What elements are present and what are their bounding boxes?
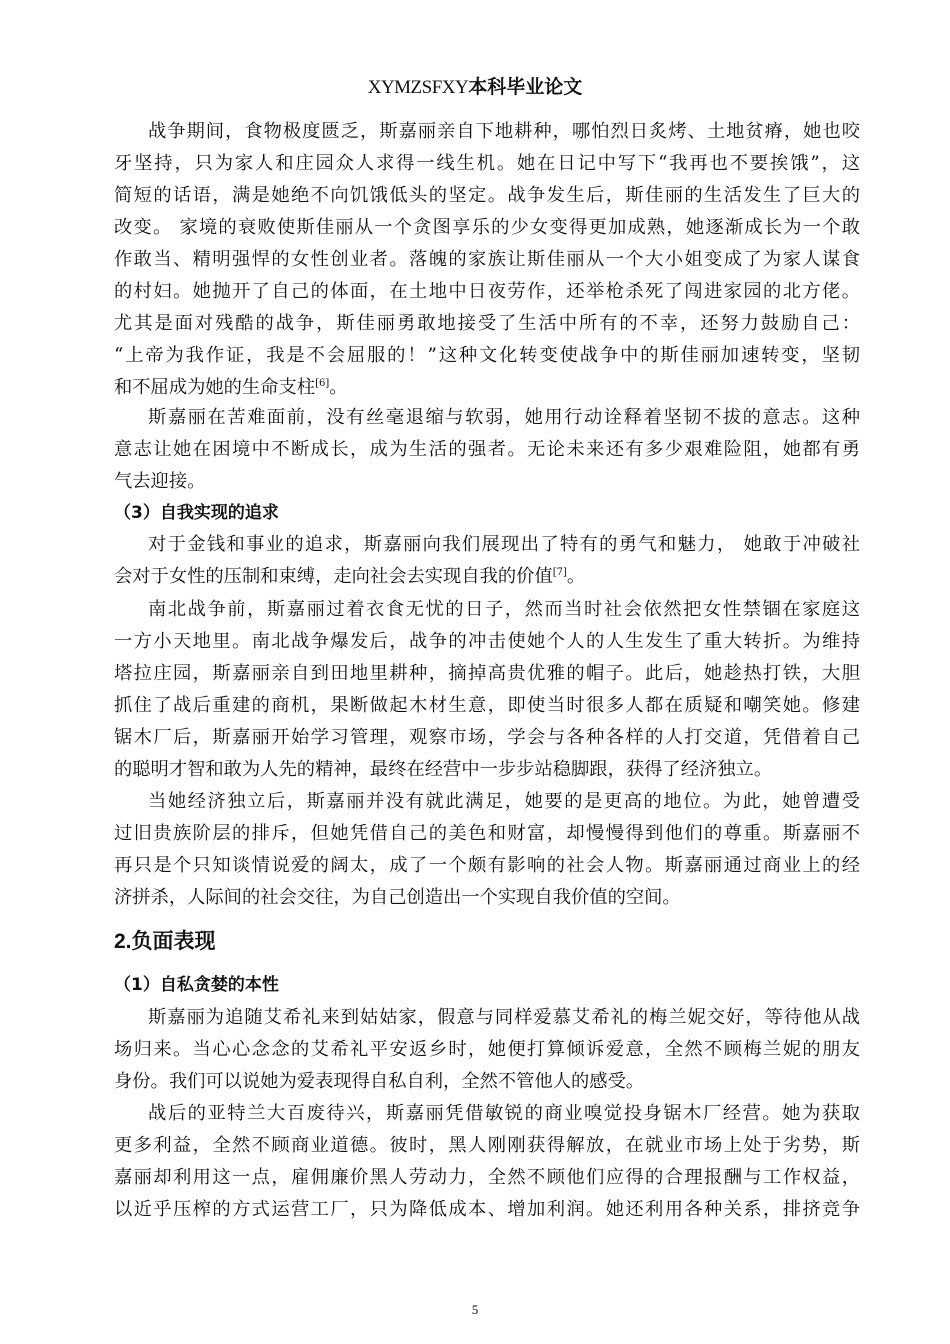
line-text: 。 [566, 566, 586, 587]
text-line: 作敢当、精明强悍的女性创业者。落魄的家族让斯佳丽从一个大小姐变成了为家人谋食 [114, 249, 860, 270]
text-line [114, 372, 860, 404]
line-text: 会对于女性的压制和束缚，走向社会去实现自我的价值 [114, 566, 553, 587]
subheading-selfish-nature: （1）自私贪婪的本性 [114, 975, 279, 995]
section-heading-negative: 2.负面表现 [114, 930, 216, 953]
text-line: 南北战争前，斯嘉丽过着衣食无忧的日子，然而当时社会依然把女性禁锢在家庭这 [148, 599, 860, 620]
text-line: “上帝为我作证，我是不会屈服的！”这种文化转变使战争中的斯佳丽加速转变，坚韧 [114, 345, 860, 366]
text-line: 更多利益，全然不顾商业道德。彼时，黑人刚刚获得解放，在就业市场上处于劣势，斯 [114, 1135, 860, 1156]
text-line: 一方小天地里。南北战争爆发后，战争的冲击使她个人的人生发生了重大转折。为维持 [114, 631, 860, 652]
text-line: 的聪明才智和敢为人先的精神，最终在经营中一步步站稳脚跟，获得了经济独立。 [114, 759, 773, 780]
paragraph [114, 1002, 860, 1098]
paragraph [114, 529, 860, 593]
text-line: 战后的亚特兰大百废待兴，斯嘉丽凭借敏锐的商业嗅觉投身锯木厂经营。她为获取 [148, 1103, 860, 1124]
header-title: 本科毕业论文 [468, 76, 583, 98]
line-text: 和不屈成为她的生命支柱 [114, 377, 316, 398]
text-line: 气去迎接。 [114, 471, 206, 492]
text-line: 过旧贵族阶层的排斥，但她凭借自己的美色和财富，却慢慢得到他们的尊重。斯嘉丽不 [114, 823, 860, 844]
text-line: 以近乎压榨的方式运营工厂，只为降低成本、增加利润。她还利用各种关系，排挤竞争 [114, 1199, 860, 1220]
paragraph [114, 594, 860, 786]
text-line: 斯嘉丽为追随艾希礼来到姑姑家，假意与同样爱慕艾希礼的梅兰妮交好，等待他从战 [148, 1007, 860, 1028]
citation-ref: [7] [552, 567, 567, 578]
page-number: 5 [471, 1302, 479, 1317]
text-line: 牙坚持，只为家人和庄园众人求得一线生机。她在日记中写下“我再也不要挨饿”，这 [114, 153, 860, 174]
paragraph [114, 116, 860, 404]
text-line: 简短的话语，满是她绝不向饥饿低头的坚定。战争发生后，斯佳丽的生活发生了巨大的 [114, 185, 860, 206]
citation-ref: [6] [315, 378, 330, 389]
text-line [114, 561, 860, 593]
text-line: 场归来。当心心念念的艾希礼平安返乡时，她便打算倾诉爱意，全然不顾梅兰妮的朋友 [114, 1039, 860, 1060]
text-line: 改变。 家境的衰败使斯佳丽从一个贪图享乐的少女变得更加成熟，她逐渐成长为一个敢 [114, 217, 860, 238]
page-header [0, 72, 950, 103]
text-line: 嘉丽却利用这一点，雇佣廉价黑人劳动力，全然不顾他们应得的合理报酬与工作权益， [114, 1167, 860, 1188]
text-line: 当她经济独立后，斯嘉丽并没有就此满足，她要的是更高的地位。为此，她曾遭受 [148, 791, 860, 812]
text-line: 抓住了战后重建的商机，果断做起木材生意，即使当时很多人都在质疑和嘲笑她。修建 [114, 695, 860, 716]
text-line: 济拼杀，人际间的社会交往，为自己创造出一个实现自我价值的空间。 [114, 887, 681, 908]
paragraph [114, 786, 860, 914]
text-line: 战争期间，食物极度匮乏，斯嘉丽亲自下地耕种，哪怕烈日炙烤、土地贫瘠，她也咬 [148, 121, 860, 142]
text-line: 的村妇。她抛开了自己的体面，在土地中日夜劳作，还举枪杀死了闯进家园的北方佬。 [114, 281, 860, 302]
text-line: 锯木厂后，斯嘉丽开始学习管理，观察市场，学会与各种各样的人打交道，凭借着自己 [114, 727, 860, 748]
text-line: 身份。我们可以说她为爱表现得自私自利，全然不管他人的感受。 [114, 1071, 645, 1092]
text-line: 意志让她在困境中不断成长，成为生活的强者。无论未来还有多少艰难险阻，她都有勇 [114, 439, 860, 460]
subheading-self-realization: （3）自我实现的追求 [114, 503, 279, 523]
text-line: 尤其是面对残酷的战争，斯佳丽勇敢地接受了生活中所有的不幸，还努力鼓励自己： [114, 313, 860, 334]
header-code: XYMZSFXY [367, 77, 469, 98]
line-text: 。 [329, 377, 348, 398]
paragraph [114, 402, 860, 498]
text-line: 塔拉庄园，斯嘉丽亲自到田地里耕种，摘掉高贵优雅的帽子。此后，她趁热打铁，大胆 [114, 663, 860, 684]
text-line: 对于金钱和事业的追求，斯嘉丽向我们展现出了特有的勇气和魅力， 她敢于冲破社 [148, 534, 860, 555]
text-line: 斯嘉丽在苦难面前，没有丝毫退缩与软弱，她用行动诠释着坚韧不拔的意志。这种 [148, 407, 860, 428]
text-line: 再只是个只知谈情说爱的阔太，成了一个颇有影响的社会人物。斯嘉丽通过商业上的经 [114, 855, 860, 876]
paragraph [114, 1098, 860, 1226]
